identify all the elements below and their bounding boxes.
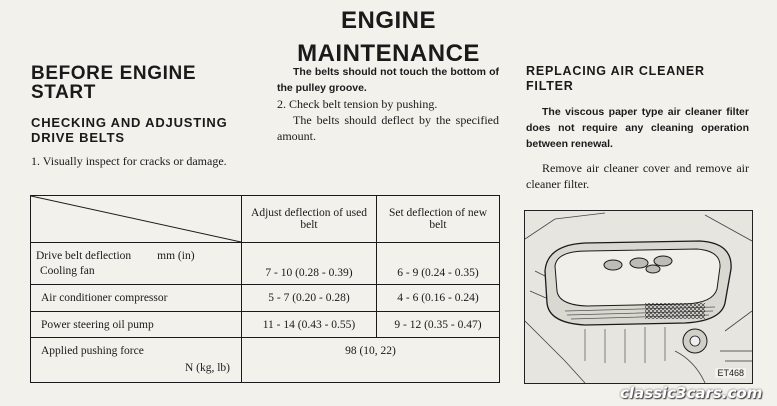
section-heading-air-cleaner: REPLACING AIR CLEANER FILTER	[526, 64, 705, 93]
step-1-text: 1. Visually inspect for cracks or damage.	[31, 154, 227, 168]
force-label: Applied pushing force	[41, 345, 144, 358]
remove-filter-instruction: Remove air cleaner cover and remove air cleaner filter.	[526, 161, 749, 191]
air-cleaner-note: The viscous paper type air cleaner filter does not require any cleaning operation between renewal.	[526, 106, 749, 150]
cell-new: 9 - 12 (0.35 - 0.47)	[377, 311, 500, 337]
header-new-belt: Set deflection of new belt	[377, 196, 500, 243]
site-watermark: classic3cars.com	[620, 384, 763, 402]
cell-used: 7 - 10 (0.28 - 0.39)	[242, 242, 377, 285]
air-cleaner-figure	[524, 210, 753, 384]
group-unit: mm (in)	[157, 249, 195, 262]
table-corner-cell	[31, 196, 242, 243]
group-label: Drive belt deflection	[36, 249, 132, 262]
table-row	[31, 242, 500, 285]
subheading-checking-belts: CHECKING AND ADJUSTING DRIVE BELTS	[31, 115, 228, 145]
figure-label: ET468	[717, 368, 744, 378]
air-cleaner-illustration	[525, 211, 752, 383]
step-2-text: 2. Check belt tension by pushing.	[277, 97, 438, 111]
cell-new: 4 - 6 (0.16 - 0.24)	[377, 285, 500, 311]
cell-new: 6 - 9 (0.24 - 0.35)	[377, 242, 500, 285]
belt-deflection-table	[30, 195, 500, 383]
header-used-belt: Adjust deflection of used belt	[242, 196, 377, 243]
force-label-cell	[31, 338, 242, 383]
row-label: Power steering oil pump	[31, 311, 242, 337]
page-title: ENGINE MAINTENANCE	[250, 4, 527, 37]
section-heading-before-engine-start: BEFORE ENGINE START	[31, 63, 197, 103]
deflect-note: The belts should deflect by the specified amount.	[277, 113, 499, 143]
row-label: Cooling fan	[40, 264, 95, 277]
force-value: 98 (10, 22)	[242, 338, 500, 383]
table-row	[31, 311, 500, 337]
force-unit: N (kg, lb)	[184, 362, 230, 375]
row-label-cooling-fan	[31, 242, 242, 285]
diagonal-line	[31, 196, 241, 242]
row-label: Air conditioner compressor	[31, 285, 242, 311]
cell-used: 5 - 7 (0.20 - 0.28)	[242, 285, 377, 311]
table-row	[31, 338, 500, 383]
table-row	[31, 285, 500, 311]
belt-groove-note: The belts should not touch the bottom of the pulley groove.	[277, 66, 499, 94]
cell-used: 11 - 14 (0.43 - 0.55)	[242, 311, 377, 337]
